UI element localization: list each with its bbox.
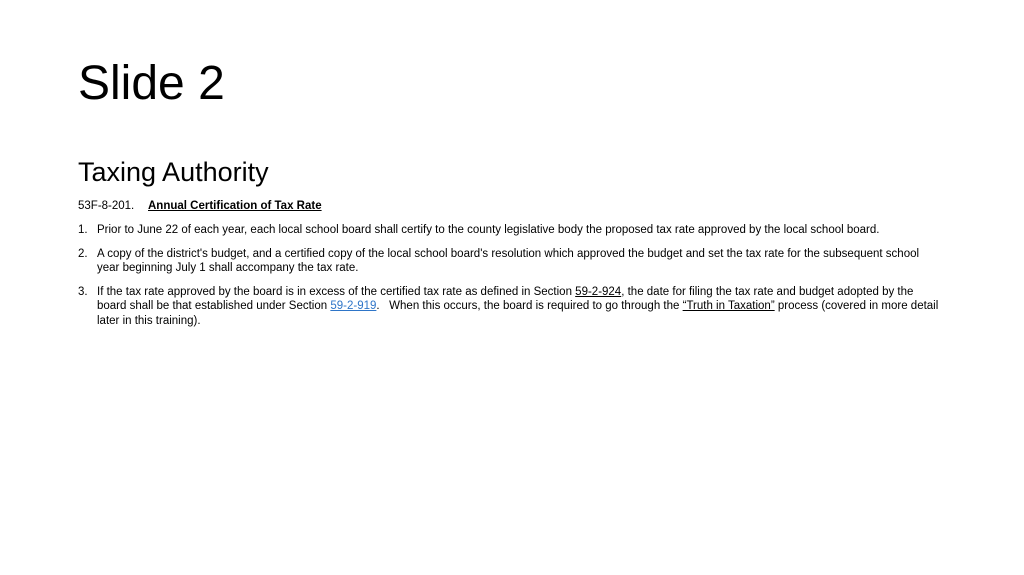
list-item <box>78 223 944 238</box>
slide-title: Slide 2 <box>78 57 225 110</box>
slide-subtitle: Taxing Authority <box>78 157 269 187</box>
section-link-59-2-919[interactable]: 59-2-919 <box>330 300 377 312</box>
list-item-number: 3. <box>78 285 88 298</box>
slide-content <box>78 155 944 337</box>
list-item-number: 2. <box>78 247 88 260</box>
section-number: 53F-8-201. <box>78 200 135 212</box>
section-reference-59-2-924: 59-2-924 <box>575 285 622 298</box>
list-item-text-part: , the date for filing the tax rate and budget adopted by the board shall be that established under Section <box>97 285 914 312</box>
list-item-text: A copy of the district's budget, and a certified copy of the local school board's resolution which approved the budget and set the tax rate for the subsequent school year beginning July 1 shall accompany the tax rate. <box>97 247 920 274</box>
list-item-text-part: process (covered in more detail later in this training). <box>97 300 939 327</box>
section-heading: Annual Certification of Tax Rate <box>148 200 322 212</box>
list-item <box>78 285 944 329</box>
list-item-text-part: If the tax rate approved by the board is in excess of the certified tax rate as defined in Section <box>97 285 576 298</box>
section-line <box>78 199 944 214</box>
list-item-text: Prior to June 22 of each year, each local school board shall certify to the county legislative body the proposed tax rate approved by the local school board. <box>97 224 880 236</box>
list-item <box>78 247 944 276</box>
truth-in-taxation-reference: “Truth in Taxation” <box>682 300 775 312</box>
list-item-number: 1. <box>78 224 88 236</box>
numbered-list <box>78 223 944 328</box>
list-item-text-part: . When this occurs, the board is required to go through the <box>376 300 683 312</box>
